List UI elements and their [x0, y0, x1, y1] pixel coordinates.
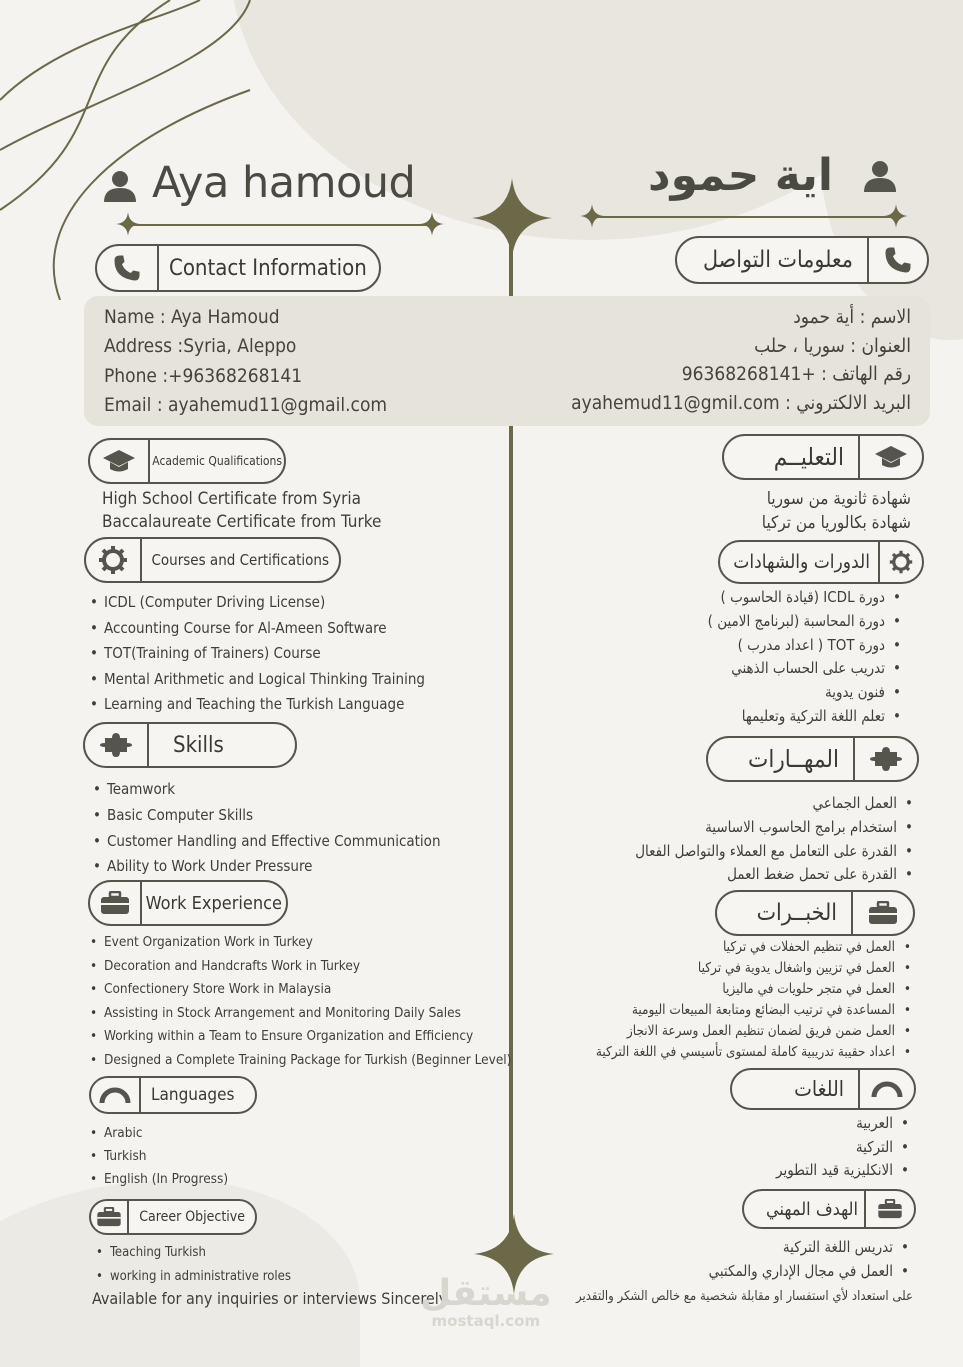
academic-item-ar: شهادة ثانوية من سوريا — [766, 489, 911, 509]
section-header-academic-en: Academic Qualifications — [88, 438, 286, 484]
watermark — [420, 1273, 552, 1330]
list-item: • Working within a Team to Ensure Organization and Efficiency — [90, 1025, 511, 1049]
graduation-cap-icon — [858, 436, 922, 478]
work-list-ar — [596, 937, 911, 1063]
puzzle-icon — [853, 738, 917, 780]
watermark-arabic: مستقل — [420, 1273, 552, 1314]
languages-list-ar — [776, 1112, 909, 1183]
list-item: • Teaching Turkish — [96, 1241, 291, 1265]
academic-item-en: High School Certificate from Syria — [102, 489, 362, 509]
sparkle-icon — [580, 204, 604, 228]
graduation-cap-icon — [90, 440, 150, 482]
list-item: • التركية — [776, 1136, 909, 1160]
list-item: • العمل في متجر حلويات في ماليزيا — [596, 979, 911, 1000]
list-item: • Confectionery Store Work in Malaysia — [90, 978, 511, 1002]
section-header-courses-ar: الدورات والشهادات — [718, 540, 924, 584]
contact-name-ar: الاسم : أية حمود — [793, 306, 911, 328]
header-underline-left — [128, 224, 430, 226]
contact-phone-en: Phone :+96368268141 — [104, 365, 303, 387]
section-header-courses-en: Courses and Certifications — [84, 537, 341, 583]
list-item: • Event Organization Work in Turkey — [90, 931, 511, 955]
list-item: • Accounting Course for Al-Ameen Software — [90, 616, 425, 642]
section-header-work-ar: الخبــرات — [715, 890, 915, 936]
list-item: • Assisting in Stock Arrangement and Monitoring Daily Sales — [90, 1002, 511, 1026]
list-item: • English (In Progress) — [90, 1168, 228, 1191]
list-item: • دورة ICDL (قيادة الحاسوب ) — [708, 586, 901, 610]
list-item: • اعداد حقيبة تدريبية كاملة لمستوى تأسيسي في اللغة التركية — [596, 1042, 911, 1063]
contact-email-ar: البريد الالكتروني : ayahemud11@gmil.com — [571, 392, 911, 414]
list-item: • Turkish — [90, 1145, 228, 1168]
phone-icon — [97, 246, 159, 290]
list-item: • تعلم اللغة التركية وتعليمها — [708, 705, 901, 729]
skills-list-ar — [635, 792, 913, 887]
list-item: • TOT(Training of Trainers) Course — [90, 641, 425, 667]
briefcase-icon — [90, 882, 142, 924]
contact-address-ar: العنوان : سوريا ، حلب — [754, 335, 911, 357]
divider-star-top — [472, 178, 552, 258]
list-item: • الانكليزية قيد التطوير — [776, 1159, 909, 1183]
list-item: • القدرة على تحمل ضغط العمل — [635, 863, 913, 887]
list-item: • Mental Arithmetic and Logical Thinking Training — [90, 667, 425, 693]
academic-item-ar: شهادة بكالوريا من تركيا — [761, 513, 911, 533]
name-english: Aya hamoud — [152, 158, 416, 208]
courses-list-ar — [708, 586, 901, 729]
section-header-career-en: Career Objective — [89, 1199, 257, 1235]
gear-icon — [86, 539, 142, 581]
closing-text-ar: على استعداد لأي استفسار او مقابلة شخصية مع خالص الشكر والتقدير — [576, 1289, 913, 1304]
list-item: • فنون يدوية — [708, 681, 901, 705]
briefcase-icon — [851, 892, 913, 934]
header-underline-right — [592, 216, 898, 218]
list-item: • العمل في تنظيم الحفلات في تركيا — [596, 937, 911, 958]
list-item: • Ability to Work Under Pressure — [93, 854, 441, 880]
section-header-contact-ar: معلومات التواصل — [675, 236, 929, 284]
section-header-skills-ar: المهــارات — [706, 736, 919, 782]
list-item: • working in administrative roles — [96, 1265, 291, 1289]
list-item: • العمل الجماعي — [635, 792, 913, 816]
section-header-languages-ar: اللغات — [730, 1068, 916, 1110]
phone-icon — [867, 238, 927, 282]
list-item: • Decoration and Handcrafts Work in Turkey — [90, 955, 511, 979]
work-list-en — [90, 931, 511, 1072]
career-list-en — [96, 1241, 291, 1289]
section-header-work-en: Work Experience — [88, 880, 288, 926]
list-item: • تدريس اللغة التركية — [709, 1236, 909, 1260]
list-item: • العربية — [776, 1112, 909, 1136]
sparkle-icon — [116, 212, 140, 236]
section-header-skills-en: Skills — [83, 722, 297, 768]
list-item: • المساعدة في ترتيب البضائع ومتابعة المبيعات اليومية — [596, 1000, 911, 1021]
list-item: • العمل في مجال الإداري والمكتبي — [709, 1260, 909, 1284]
list-item: • Learning and Teaching the Turkish Language — [90, 692, 425, 718]
skills-list-en — [93, 777, 441, 880]
list-item: • العمل في تزيين واشغال يدوية في تركيا — [596, 958, 911, 979]
list-item: • ICDL (Computer Driving License) — [90, 590, 425, 616]
list-item: • القدرة على التعامل مع العملاء والتواصل الفعال — [635, 840, 913, 864]
languages-list-en — [90, 1122, 228, 1191]
sparkle-icon — [420, 212, 444, 236]
briefcase-icon — [91, 1201, 129, 1233]
list-item: • استخدام برامج الحاسوب الاساسية — [635, 816, 913, 840]
list-item: • Customer Handling and Effective Communication — [93, 829, 441, 855]
list-item: • Arabic — [90, 1122, 228, 1145]
contact-phone-ar: رقم الهاتف : +96368268141 — [681, 363, 911, 385]
gear-icon — [878, 542, 922, 582]
watermark-url: mostaql.com — [431, 1312, 541, 1330]
list-item: • Teamwork — [93, 777, 441, 803]
person-icon — [862, 158, 898, 194]
speedometer-icon — [91, 1078, 141, 1112]
briefcase-icon — [864, 1191, 914, 1227]
contact-name-en: Name : Aya Hamoud — [104, 306, 280, 328]
list-item: • دورة المحاسبة (لبرنامج الامين ) — [708, 610, 901, 634]
sparkle-icon — [884, 204, 908, 228]
courses-list-en — [90, 590, 425, 718]
list-item: • العمل ضمن فريق لضمان تنظيم العمل وسرعة الانجاز — [596, 1021, 911, 1042]
list-item: • Designed a Complete Training Package for Turkish (Beginner Level) — [90, 1049, 511, 1073]
closing-text-en: Available for any inquiries or interviews Sincerely — [92, 1289, 448, 1308]
career-list-ar — [709, 1236, 909, 1283]
person-icon — [102, 168, 138, 204]
name-arabic: اية حمود — [648, 150, 833, 201]
section-header-contact-en: Contact Information — [95, 244, 381, 292]
contact-address-en: Address :Syria, Aleppo — [104, 335, 297, 357]
puzzle-icon — [85, 724, 149, 766]
contact-email-en: Email : ayahemud11@gmail.com — [104, 394, 388, 416]
speedometer-icon — [858, 1070, 914, 1108]
section-header-academic-ar: التعليــم — [722, 434, 924, 480]
list-item: • دورة TOT ( اعداد مدرب ) — [708, 634, 901, 658]
list-item: • Basic Computer Skills — [93, 803, 441, 829]
section-header-languages-en: Languages — [89, 1076, 257, 1114]
academic-item-en: Baccalaureate Certificate from Turke — [102, 512, 382, 532]
list-item: • تدريب على الحساب الذهني — [708, 657, 901, 681]
section-header-career-ar: الهدف المهني — [742, 1189, 916, 1229]
